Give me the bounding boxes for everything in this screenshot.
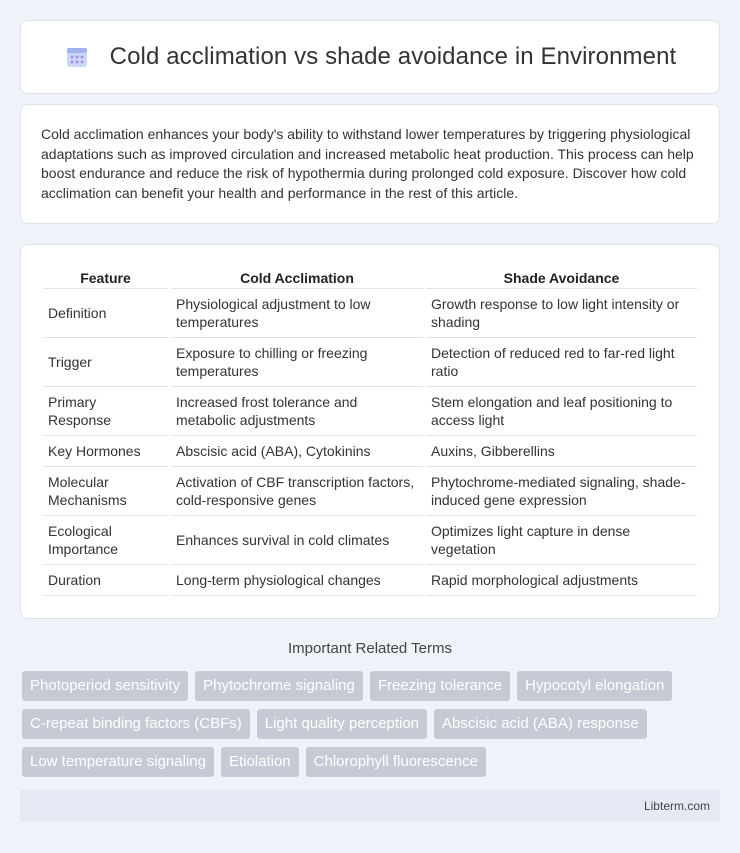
table-cell: Phytochrome-mediated signaling, shade-induced gene expression xyxy=(426,467,697,516)
table-cell: Definition xyxy=(43,289,168,338)
table-header-row xyxy=(43,267,697,289)
comparison-table-card xyxy=(20,244,720,619)
footer-brand-link[interactable]: Libterm.com xyxy=(643,799,710,813)
related-term-tag[interactable]: Light quality perception xyxy=(257,709,427,739)
related-term-tag[interactable]: Phytochrome signaling xyxy=(195,671,363,701)
related-terms-title: Important Related Terms xyxy=(288,640,452,657)
header-shade-avoidance: Shade Avoidance xyxy=(426,267,697,289)
table-cell: Primary Response xyxy=(43,387,168,436)
comparison-table xyxy=(40,267,700,596)
table-row xyxy=(43,467,697,516)
table-cell: Physiological adjustment to low temperatures xyxy=(171,289,423,338)
header-card xyxy=(20,20,720,94)
table-cell: Trigger xyxy=(43,338,168,387)
calendar-grid-icon xyxy=(64,44,90,70)
table-cell: Optimizes light capture in dense vegetation xyxy=(426,516,697,565)
table-cell: Detection of reduced red to far-red light ratio xyxy=(426,338,697,387)
table-row xyxy=(43,436,697,467)
table-cell: Long-term physiological changes xyxy=(171,565,423,596)
header-cold-acclimation: Cold Acclimation xyxy=(171,267,423,289)
related-term-tag[interactable]: Etiolation xyxy=(221,747,299,777)
related-term-tag[interactable]: Low temperature signaling xyxy=(22,747,214,777)
related-term-tag[interactable]: Abscisic acid (ABA) response xyxy=(434,709,647,739)
related-term-tag[interactable]: Photoperiod sensitivity xyxy=(22,671,188,701)
footer xyxy=(20,790,720,822)
table-cell: Exposure to chilling or freezing temperatures xyxy=(171,338,423,387)
table-cell: Stem elongation and leaf positioning to access light xyxy=(426,387,697,436)
header-feature: Feature xyxy=(43,267,168,289)
table-cell: Growth response to low light intensity or shading xyxy=(426,289,697,338)
table-row xyxy=(43,289,697,338)
related-term-tag[interactable]: C-repeat binding factors (CBFs) xyxy=(22,709,250,739)
table-cell: Rapid morphological adjustments xyxy=(426,565,697,596)
intro-card xyxy=(20,104,720,224)
table-cell: Molecular Mechanisms xyxy=(43,467,168,516)
intro-text: Cold acclimation enhances your body's ability to withstand lower temperatures by triggering physiological adaptations such as improved circulation and increased metabolic heat production. This process can help boost endurance and reduce the risk of hypothermia during prolonged cold exposure. Discover how cold acclimation can benefit your health and performance in the rest of this article. xyxy=(41,126,694,201)
table-cell: Duration xyxy=(43,565,168,596)
table-row xyxy=(43,387,697,436)
table-row xyxy=(43,516,697,565)
table-cell: Key Hormones xyxy=(43,436,168,467)
table-cell: Enhances survival in cold climates xyxy=(171,516,423,565)
table-cell: Auxins, Gibberellins xyxy=(426,436,697,467)
table-row xyxy=(43,338,697,387)
related-terms-list xyxy=(22,671,722,777)
related-term-tag[interactable]: Freezing tolerance xyxy=(370,671,510,701)
table-cell: Increased frost tolerance and metabolic adjustments xyxy=(171,387,423,436)
table-row xyxy=(43,565,697,596)
table-cell: Abscisic acid (ABA), Cytokinins xyxy=(171,436,423,467)
related-term-tag[interactable]: Chlorophyll fluorescence xyxy=(306,747,486,777)
page-title: Cold acclimation vs shade avoidance in Environment xyxy=(109,43,677,70)
related-term-tag[interactable]: Hypocotyl elongation xyxy=(517,671,672,701)
table-cell: Ecological Importance xyxy=(43,516,168,565)
table-cell: Activation of CBF transcription factors, cold-responsive genes xyxy=(171,467,423,516)
